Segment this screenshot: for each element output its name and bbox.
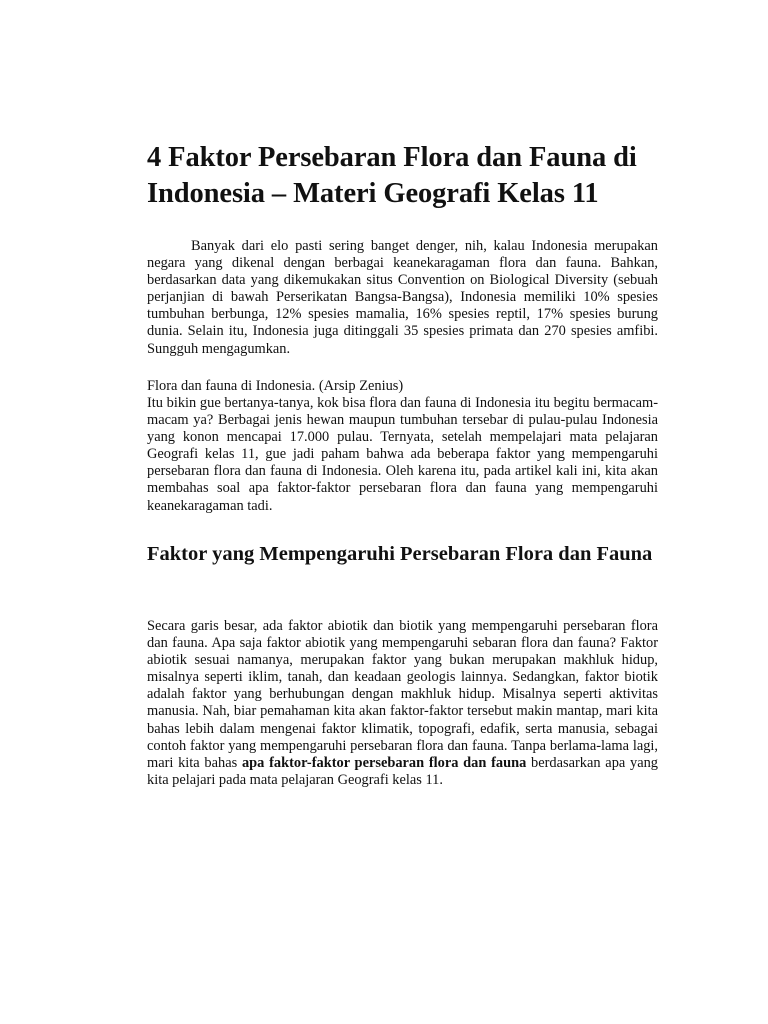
paragraph-3-bold-phrase: apa faktor-faktor persebaran flora dan fauna: [241, 754, 527, 771]
paragraph-3-text: Secara garis besar, ada faktor abiotik dan biotik yang mempengaruhi persebaran flora dan fauna. Apa saja faktor abiotik yang mempengaruhi sebaran flora dan fauna? Faktor abiotik sesuai namanya, merupakan faktor yang bukan merupakan makhluk hidup, misalnya seperti iklim, tanah, dan keadaan geologis lainnya. Sedangkan, faktor biotik adalah faktor yang berhubungan dengan makhluk hidup. Misalnya seperti aktivitas manusia. Nah, biar pemahaman kita akan faktor-faktor tersebut makin mantap, mari kita bahas lebih dalam mengenai faktor klimatik, topografi, edafik, serta manusia, sebagai contoh faktor yang mempengaruhi persebaran flora dan fauna. Tanpa berlama-lama lagi, mari kita bahas: [147, 618, 658, 771]
body-paragraph-3: [147, 618, 658, 789]
intro-paragraph: Banyak dari elo pasti sering banget denger, nih, kalau Indonesia merupakan negara yang dikenal dengan berbagai keanekaragaman flora dan fauna. Bahkan, berdasarkan data yang dikemukakan situs Convention on Biological Diversity (sebuah perjanjian di bawah Perserikatan Bangsa-Bangsa), Indonesia memiliki 10% spesies tumbuhan berbunga, 12% spesies mamalia, 16% spesies reptil, 17% spesies burung dunia. Selain itu, Indonesia juga ditinggali 35 spesies primata dan 270 spesies amfibi. Sungguh mengagumkan.: [147, 238, 658, 357]
article-title: 4 Faktor Persebaran Flora dan Fauna di Indonesia – Materi Geografi Kelas 11: [147, 142, 637, 209]
image-caption: Flora dan fauna di Indonesia. (Arsip Zenius): [147, 378, 404, 394]
paragraph-3-ending: berdasarkan apa yang kita pelajari pada mata pelajaran Geografi kelas 11.: [147, 754, 658, 788]
body-paragraph-2: Itu bikin gue bertanya-tanya, kok bisa flora dan fauna di Indonesia itu begitu bermacam-macam ya? Berbagai jenis hewan maupun tumbuhan tersebar di pulau-pulau Indonesia yang konon mencapai 17.000 pulau. Ternyata, setelah mempelajari mata pelajaran Geografi kelas 11, gue jadi paham bahwa ada beberapa faktor yang mempengaruhi persebaran flora dan fauna di Indonesia. Oleh karena itu, pada artikel kali ini, kita akan membahas soal apa faktor-faktor persebaran flora dan fauna yang mempengaruhi keanekaragaman tadi.: [147, 395, 658, 514]
section-heading: Faktor yang Mempengaruhi Persebaran Flora dan Fauna: [147, 543, 653, 565]
